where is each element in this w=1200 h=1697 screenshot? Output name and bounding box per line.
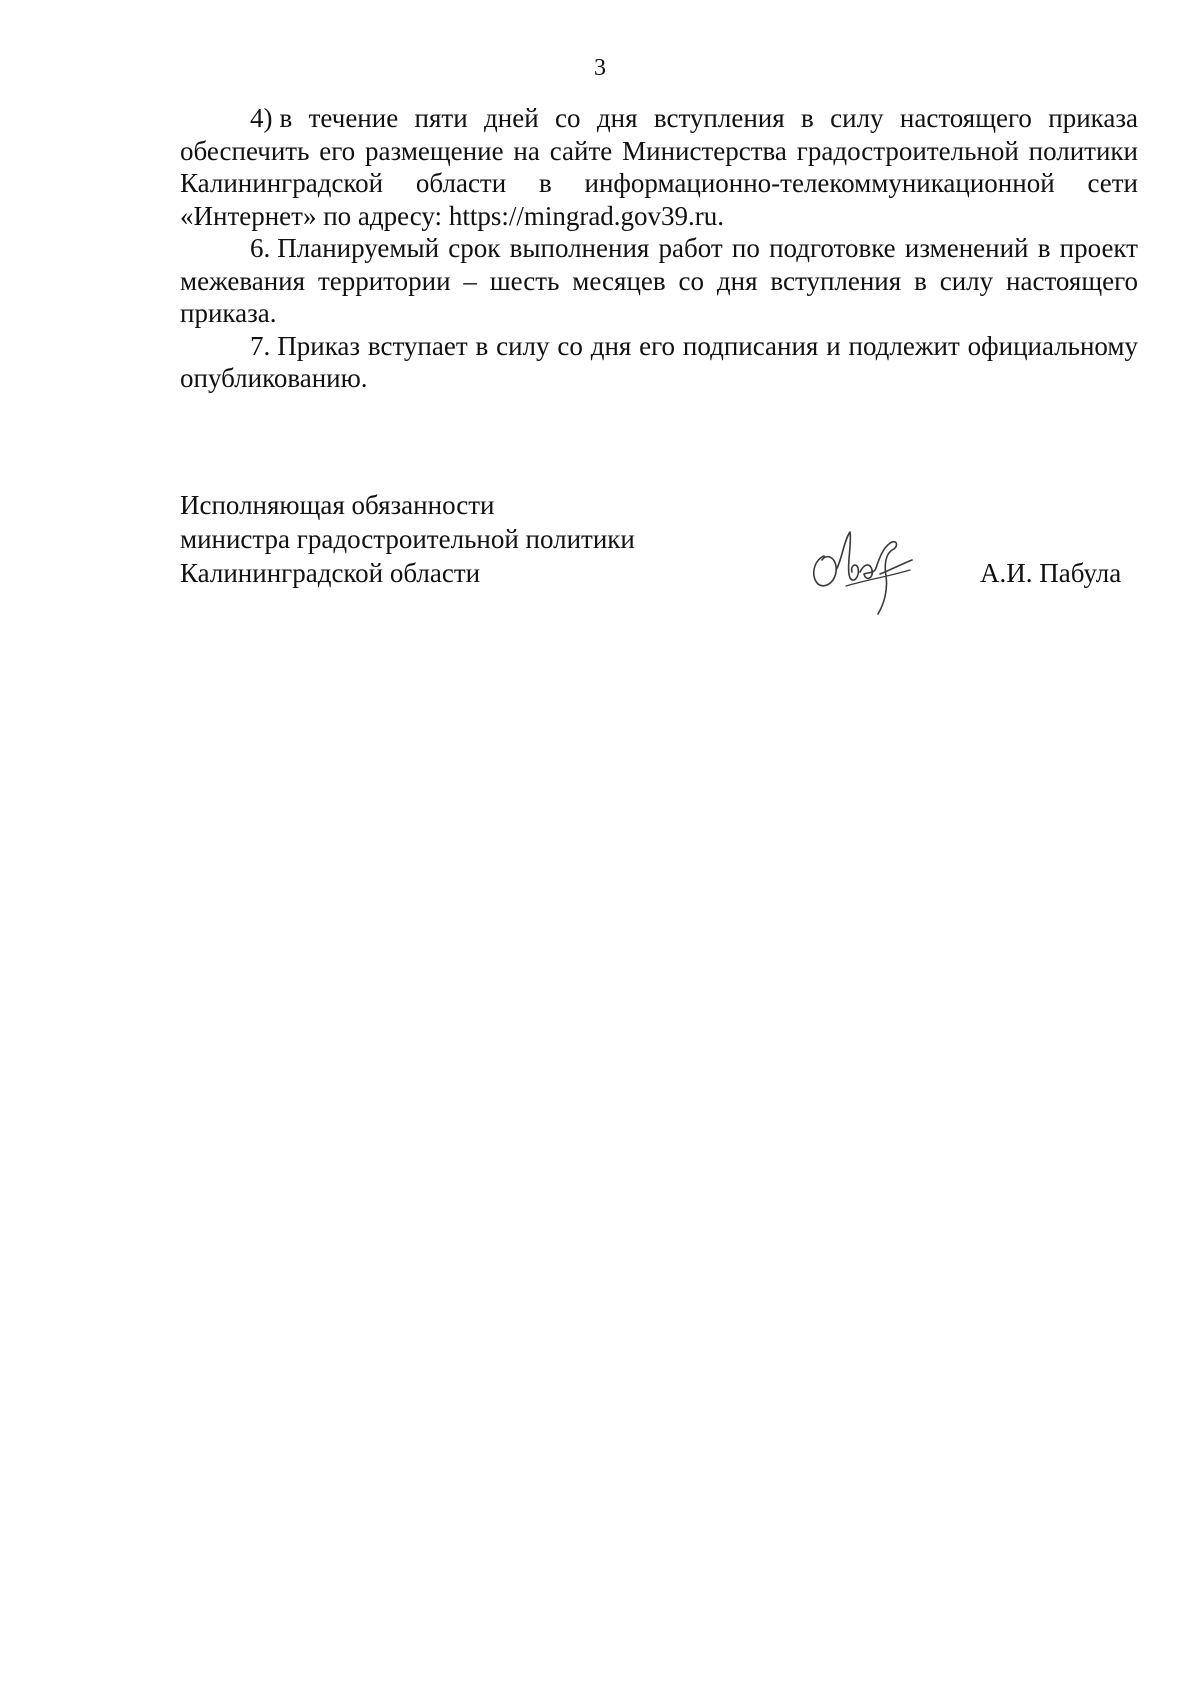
paragraph-number: 6. [250,233,271,263]
handwritten-signature [806,520,918,620]
signatory-title-line: Калининградской области [180,558,481,588]
page-number: 3 [594,55,606,81]
signatory-title-line: министра градостроительной политики [180,524,635,554]
signer-name: А.И. Пабула [980,558,1122,588]
paragraph-item-7 [180,330,1138,395]
paragraph-number: 7. [250,330,271,361]
paragraph-number: 4) [250,103,273,133]
paragraph-item-4 [180,102,1138,232]
paragraph-text: Приказ вступает в силу со дня его подписания и подлежит официальному опубликованию. [180,330,1138,393]
signatory-title [180,488,635,590]
signatory-title-line: Исполняющая обязанности [180,490,495,520]
paragraph-text: Планируемый срок выполнения работ по подготовке изменений в проект межевания территории – шесть месяцев со дня вступления в силу настоящего приказа. [180,233,1138,328]
document-body [180,102,1138,395]
paragraph-text: в течение пяти дней со дня вступления в силу настоящего приказа обеспечить его размещение на сайте Министерства градостроительной политики Калининградской области в информационно-телекоммуникационной сети «Интернет» по адресу: https://mingrad.gov39.ru. [180,103,1138,231]
paragraph-item-6 [180,232,1138,330]
